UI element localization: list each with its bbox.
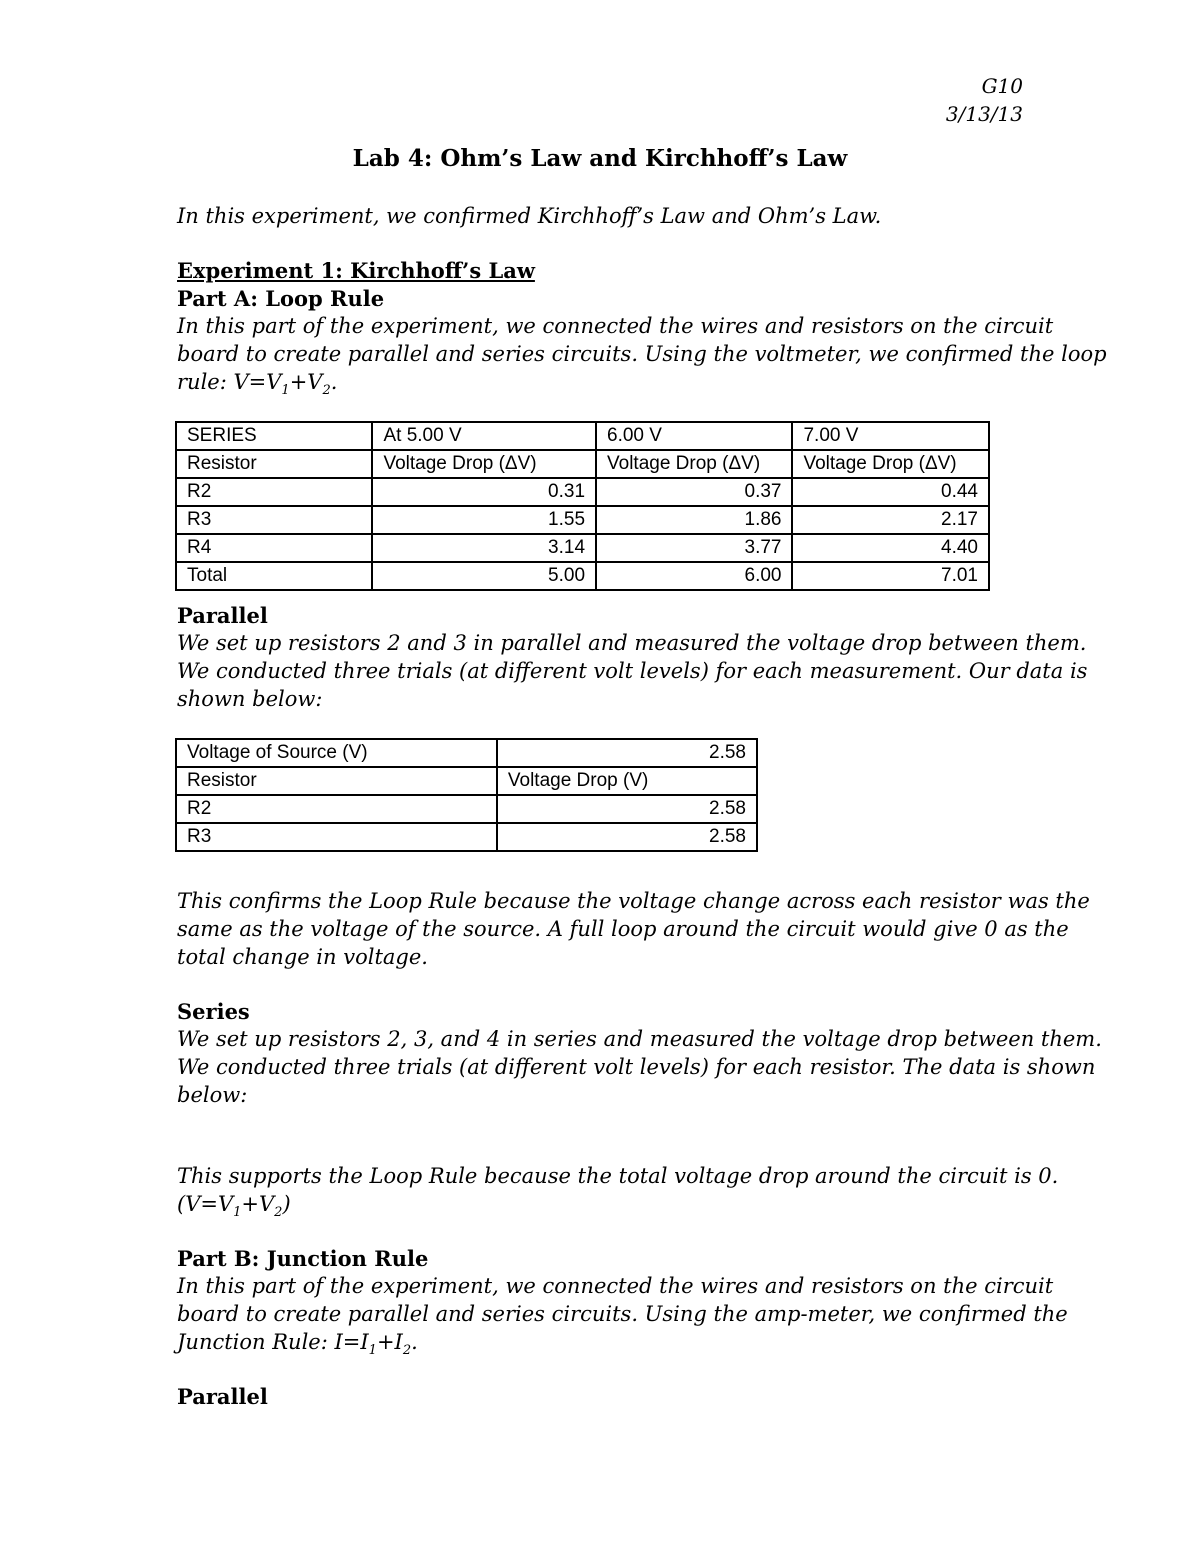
- series-line-1: We set up resistors 2, 3, and 4 in series and measured the voltage drop between them.: [177, 1027, 1102, 1051]
- experiment-heading: Experiment 1: Kirchhoff’s Law: [177, 258, 535, 283]
- table-header-cell: Voltage Drop (ΔV): [372, 450, 596, 478]
- table-cell: Voltage of Source (V): [176, 739, 497, 767]
- part-b-line-2: board to create parallel and series circuits. Using the amp-meter, we confirmed the: [177, 1302, 1068, 1326]
- part-a-line-2: board to create parallel and series circuits. Using the voltmeter, we confirmed the loop: [177, 342, 1107, 366]
- table-cell: 2.58: [497, 823, 757, 851]
- table-cell: 2.17: [792, 506, 989, 534]
- part-b-heading: Part B: Junction Rule: [177, 1246, 429, 1271]
- table-row: [176, 823, 757, 851]
- table-header-row: [176, 767, 757, 795]
- table-row: [176, 478, 989, 506]
- table-header-cell: Voltage Drop (ΔV): [596, 450, 792, 478]
- table-cell: 1.86: [596, 506, 792, 534]
- series-voltage-table: [175, 421, 990, 591]
- table-header-cell: 7.00 V: [792, 422, 989, 450]
- parallel-line-1: We set up resistors 2 and 3 in parallel and measured the voltage drop between them.: [177, 631, 1087, 655]
- table-header-row: [176, 422, 989, 450]
- series-heading: Series: [177, 999, 250, 1024]
- parallel-line-3: shown below:: [177, 687, 323, 711]
- table-cell: 2.58: [497, 739, 757, 767]
- table-cell: 0.37: [596, 478, 792, 506]
- table-header-cell: 6.00 V: [596, 422, 792, 450]
- series-conclusion-formula: $(V=V_1+V_2)$: [177, 1192, 291, 1221]
- junction-rule-formula: Junction Rule: $I=I_1+I_2$.: [177, 1330, 418, 1359]
- table-header-cell: SERIES: [176, 422, 372, 450]
- parallel-conclusion-line-2: same as the voltage of the source. A full loop around the circuit would give 0 as the: [177, 917, 1069, 941]
- table-header-cell: Resistor: [176, 767, 497, 795]
- date-label: 3/13/13: [945, 102, 1023, 126]
- table-cell: R3: [176, 506, 372, 534]
- group-label: G10: [981, 74, 1023, 98]
- table-header-cell: Voltage Drop (ΔV): [792, 450, 989, 478]
- table-cell: 4.40: [792, 534, 989, 562]
- parallel-line-2: We conducted three trials (at different volt levels) for each measurement. Our data is: [177, 659, 1088, 683]
- part-b-parallel-heading: Parallel: [177, 1384, 268, 1409]
- table-header-cell: Voltage Drop (V): [497, 767, 757, 795]
- parallel-heading: Parallel: [177, 603, 268, 628]
- table-header-cell: At 5.00 V: [372, 422, 596, 450]
- series-line-3: below:: [177, 1083, 248, 1107]
- table-cell: 1.55: [372, 506, 596, 534]
- parallel-conclusion-line-3: total change in voltage.: [177, 945, 428, 969]
- table-row: [176, 562, 989, 590]
- table-cell: 0.31: [372, 478, 596, 506]
- table-cell: R2: [176, 795, 497, 823]
- loop-rule-formula: rule: $V=V_1+V_2$.: [177, 370, 338, 399]
- table-header-row: [176, 450, 989, 478]
- table-cell: R2: [176, 478, 372, 506]
- page-title: Lab 4: Ohm’s Law and Kirchhoff’s Law: [352, 145, 848, 172]
- table-cell: Total: [176, 562, 372, 590]
- table-row: [176, 506, 989, 534]
- table-row: [176, 534, 989, 562]
- table-cell: 6.00: [596, 562, 792, 590]
- parallel-voltage-table: [175, 738, 758, 852]
- part-a-heading: Part A: Loop Rule: [177, 286, 385, 311]
- table-cell: 5.00: [372, 562, 596, 590]
- part-a-line-1: In this part of the experiment, we connected the wires and resistors on the circuit: [177, 314, 1054, 338]
- table-cell: 7.01: [792, 562, 989, 590]
- table-cell: R4: [176, 534, 372, 562]
- table-row: [176, 795, 757, 823]
- table-header-cell: Resistor: [176, 450, 372, 478]
- series-line-2: We conducted three trials (at different volt levels) for each resistor. The data is shown: [177, 1055, 1096, 1079]
- table-cell: 3.77: [596, 534, 792, 562]
- series-conclusion-line-1: This supports the Loop Rule because the total voltage drop around the circuit is 0.: [177, 1164, 1059, 1188]
- table-cell: 2.58: [497, 795, 757, 823]
- table-row: [176, 739, 757, 767]
- table-cell: 0.44: [792, 478, 989, 506]
- part-b-line-1: In this part of the experiment, we connected the wires and resistors on the circuit: [177, 1274, 1054, 1298]
- parallel-conclusion-line-1: This confirms the Loop Rule because the voltage change across each resistor was the: [177, 889, 1090, 913]
- intro-paragraph: In this experiment, we confirmed Kirchhoff’s Law and Ohm’s Law.: [177, 204, 882, 228]
- table-cell: 3.14: [372, 534, 596, 562]
- table-cell: R3: [176, 823, 497, 851]
